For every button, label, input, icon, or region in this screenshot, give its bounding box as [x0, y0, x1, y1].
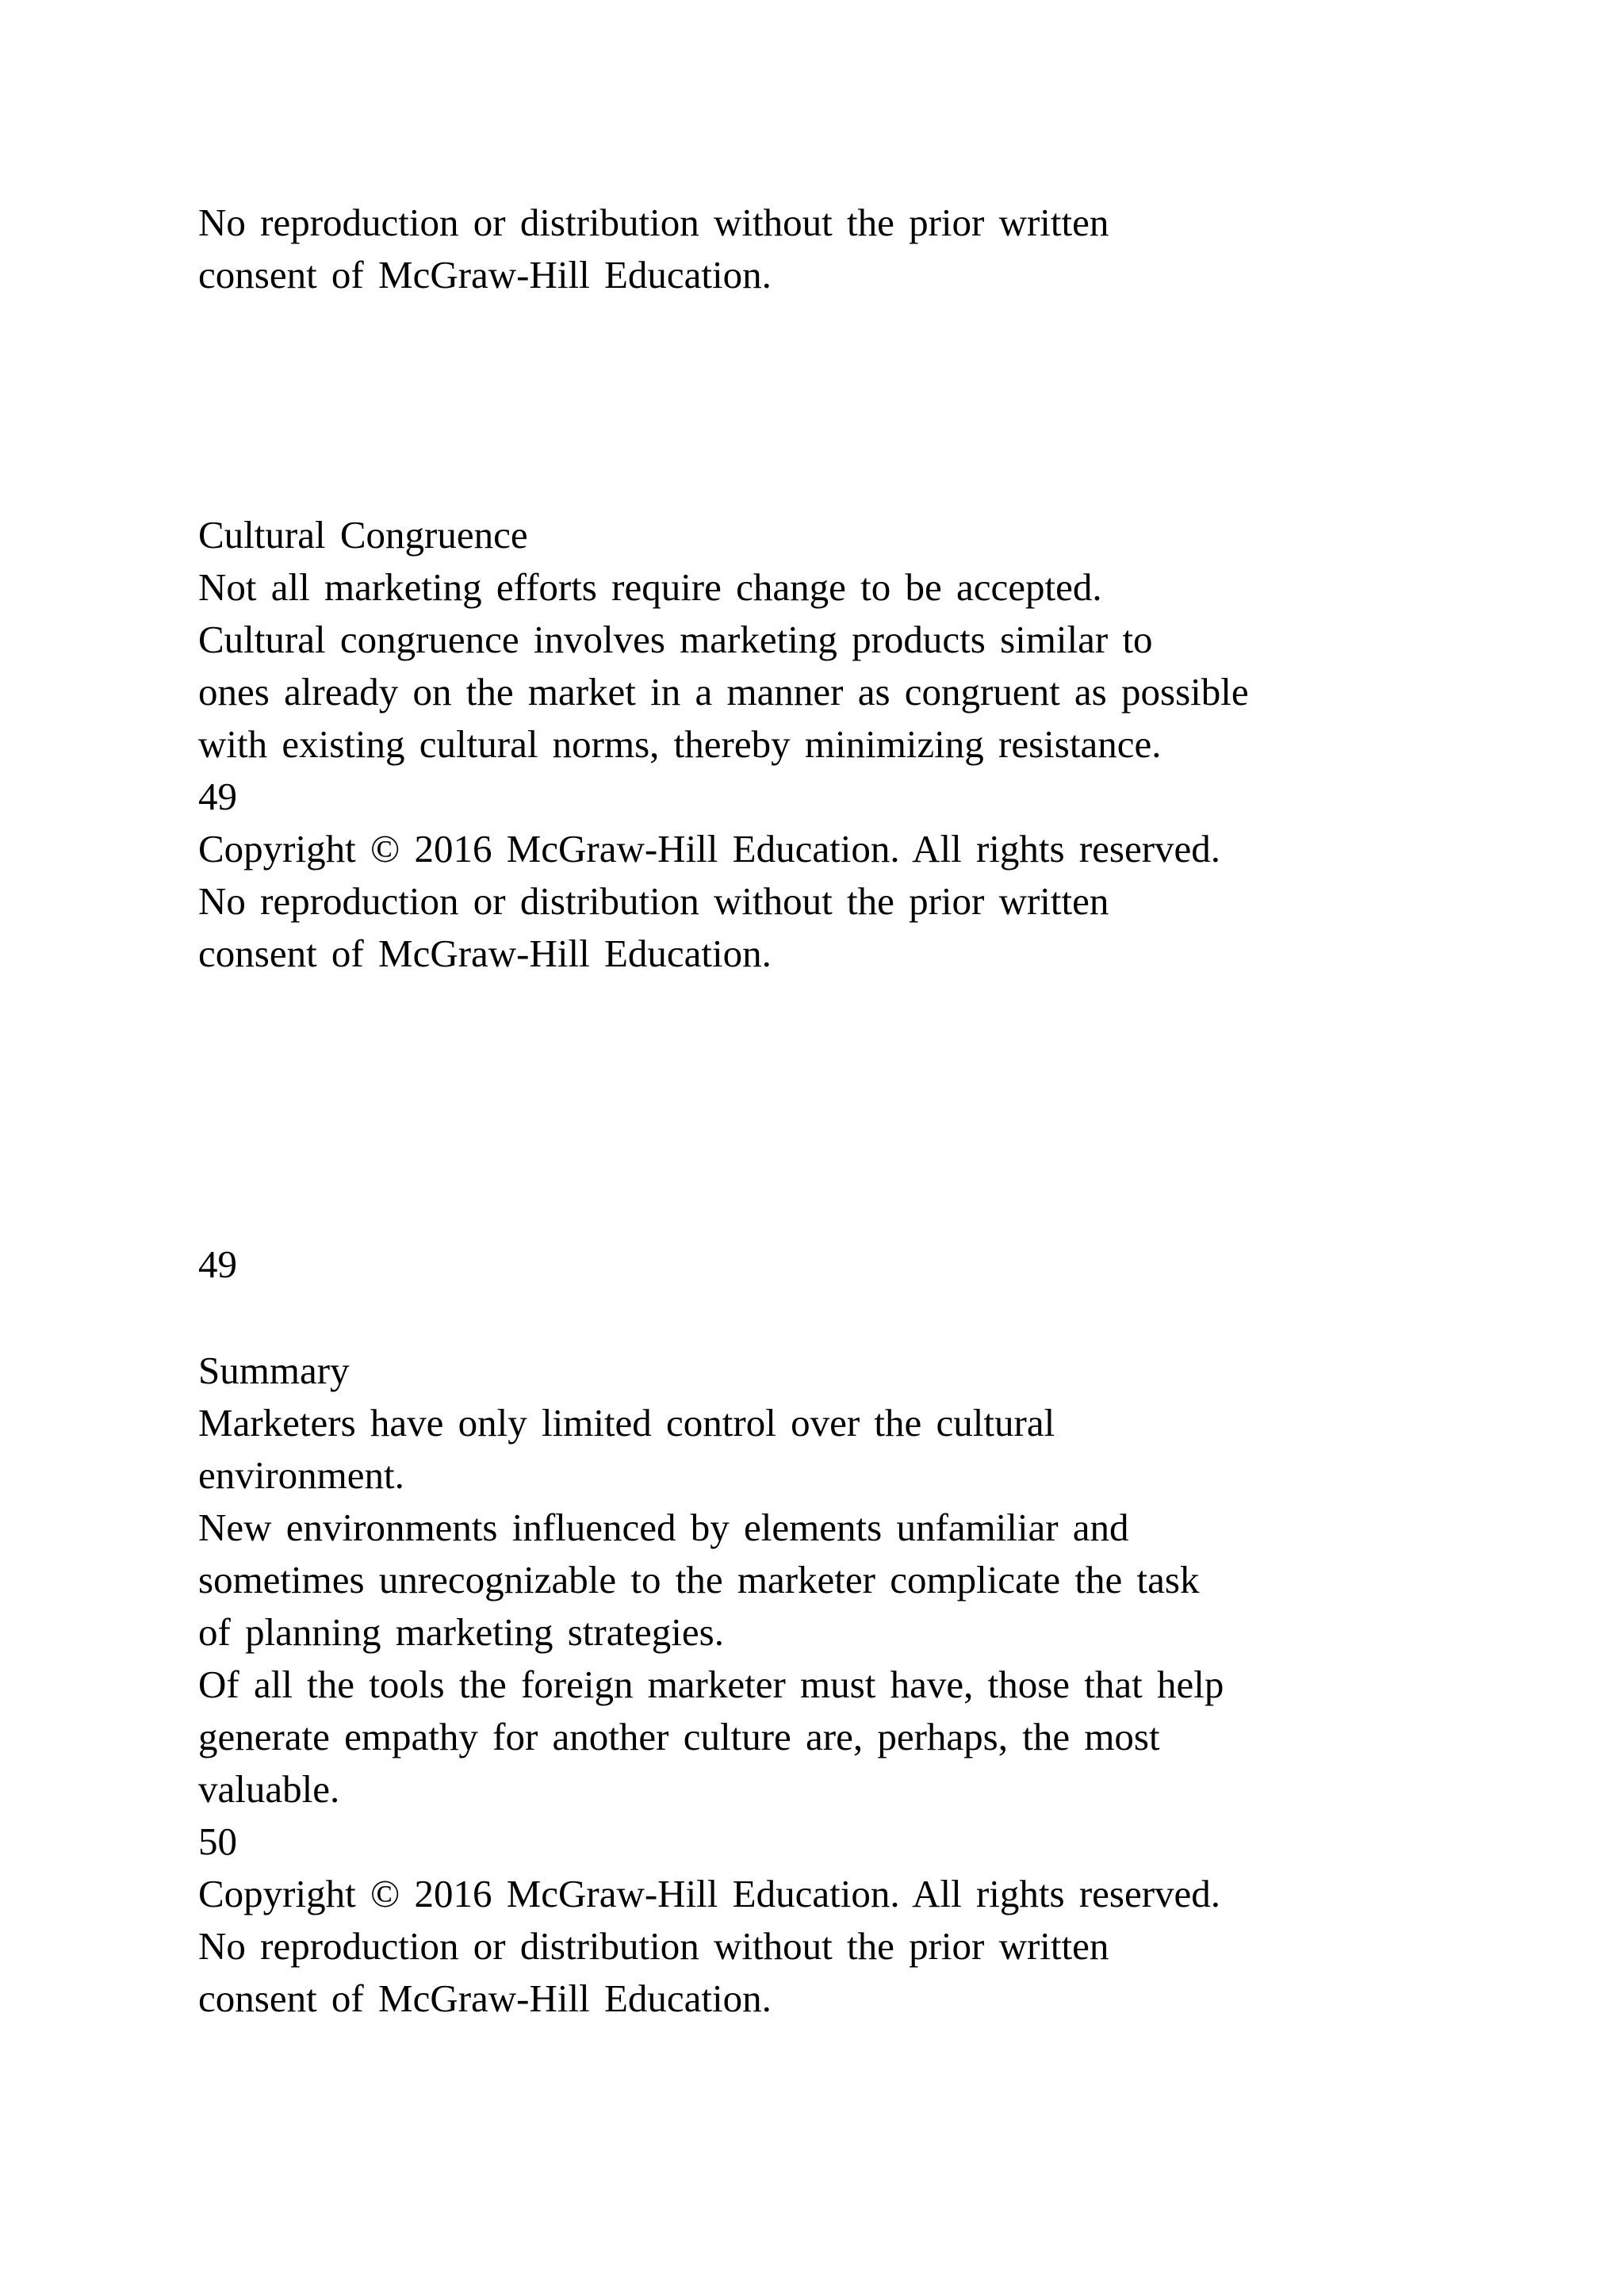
body-line: with existing cultural norms, thereby minimizing resistance.: [198, 722, 1162, 766]
body-line: New environments influenced by elements unfamiliar and: [198, 1506, 1129, 1549]
copyright-line: No reproduction or distribution without the prior written: [198, 1924, 1109, 1968]
body-line: Not all marketing efforts require change to be accepted.: [198, 565, 1102, 609]
section-title: Summary: [198, 1349, 350, 1392]
section-title: Cultural Congruence: [198, 513, 528, 557]
body-line: Marketers have only limited control over the cultural: [198, 1401, 1055, 1445]
copyright-line: consent of McGraw-Hill Education.: [198, 1976, 772, 2020]
copyright-line: Copyright © 2016 McGraw-Hill Education. All rights reserved.: [198, 827, 1221, 871]
body-line: sometimes unrecognizable to the marketer complicate the task: [198, 1558, 1200, 1601]
copyright-line: No reproduction or distribution without the prior written: [198, 879, 1109, 923]
body-line: environment.: [198, 1453, 404, 1497]
page-number: 49: [198, 775, 237, 818]
body-line: Cultural congruence involves marketing products similar to: [198, 618, 1153, 661]
copyright-line: No reproduction or distribution without the prior written: [198, 201, 1109, 244]
body-line: generate empathy for another culture are, perhaps, the most: [198, 1715, 1160, 1758]
copyright-line: consent of McGraw-Hill Education.: [198, 253, 772, 297]
body-line: ones already on the market in a manner as congruent as possible: [198, 670, 1249, 714]
copyright-line: Copyright © 2016 McGraw-Hill Education. All rights reserved.: [198, 1872, 1221, 1915]
notes-page-number: 49: [198, 1242, 237, 1286]
body-line: of planning marketing strategies.: [198, 1610, 724, 1654]
copyright-line: consent of McGraw-Hill Education.: [198, 932, 772, 975]
body-line: valuable.: [198, 1767, 340, 1811]
page-number: 50: [198, 1820, 237, 1863]
body-line: Of all the tools the foreign marketer must have, those that help: [198, 1663, 1224, 1706]
